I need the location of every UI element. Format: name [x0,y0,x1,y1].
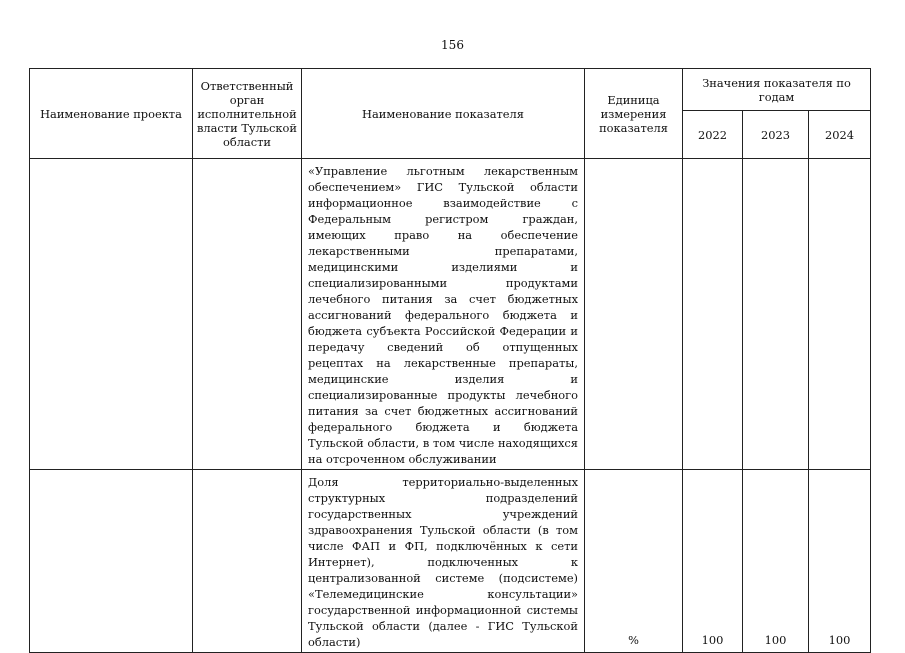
project-cell [30,159,193,470]
unit-cell: % [585,470,683,653]
header-values-group: Значения показателя по годам [683,69,871,111]
header-responsible: Ответственный орган исполнительной власти Тульской области [193,69,302,159]
table-row [30,159,871,470]
value-2022-cell: 100 [683,470,743,653]
value-2022-cell [683,159,743,470]
header-indicator-name: Наименование показателя [302,69,585,159]
value-2023-cell: 100 [743,470,809,653]
header-year-2023: 2023 [743,111,809,159]
value-2024-cell: 100 [809,470,871,653]
indicator-cell: Доля территориально-выделенных структурных подразделений государственных учреждений здравоохранения Тульской области (в том числе ФАП и ФП, подключённых к сети Интернет), подключенных к централизованной системе (подсистеме) «Телемедицинские консультации» государственной информационной системы Тульской области (далее - ГИС Тульской области) [302,470,585,653]
indicators-table [29,68,871,653]
responsible-cell [193,470,302,653]
responsible-cell [193,159,302,470]
unit-cell [585,159,683,470]
header-unit: Единица измерения показателя [585,69,683,159]
header-year-2022: 2022 [683,111,743,159]
header-project-name: Наименование проекта [30,69,193,159]
page-number: 156 [441,38,464,52]
value-2023-cell [743,159,809,470]
indicator-cell: «Управление льготным лекарственным обеспечением» ГИС Тульской области информационное взаимодействие с Федеральным регистром граждан, имеющих право на обеспечение лекарственными препаратами, медицинскими изделиями и специализированными продуктами лечебного питания за счет бюджетных ассигнований федерального бюджета и бюджета субъекта Российской Федерации и передачу сведений об отпущенных рецептах на лекарственные препараты, медицинские изделия и специализированные продукты лечебного питания за счет бюджетных ассигнований федерального бюджета и бюджета Тульской области, в том числе находящихся на отсроченном обслуживании [302,159,585,470]
project-cell [30,470,193,653]
table-row [30,470,871,653]
value-2024-cell [809,159,871,470]
header-year-2024: 2024 [809,111,871,159]
